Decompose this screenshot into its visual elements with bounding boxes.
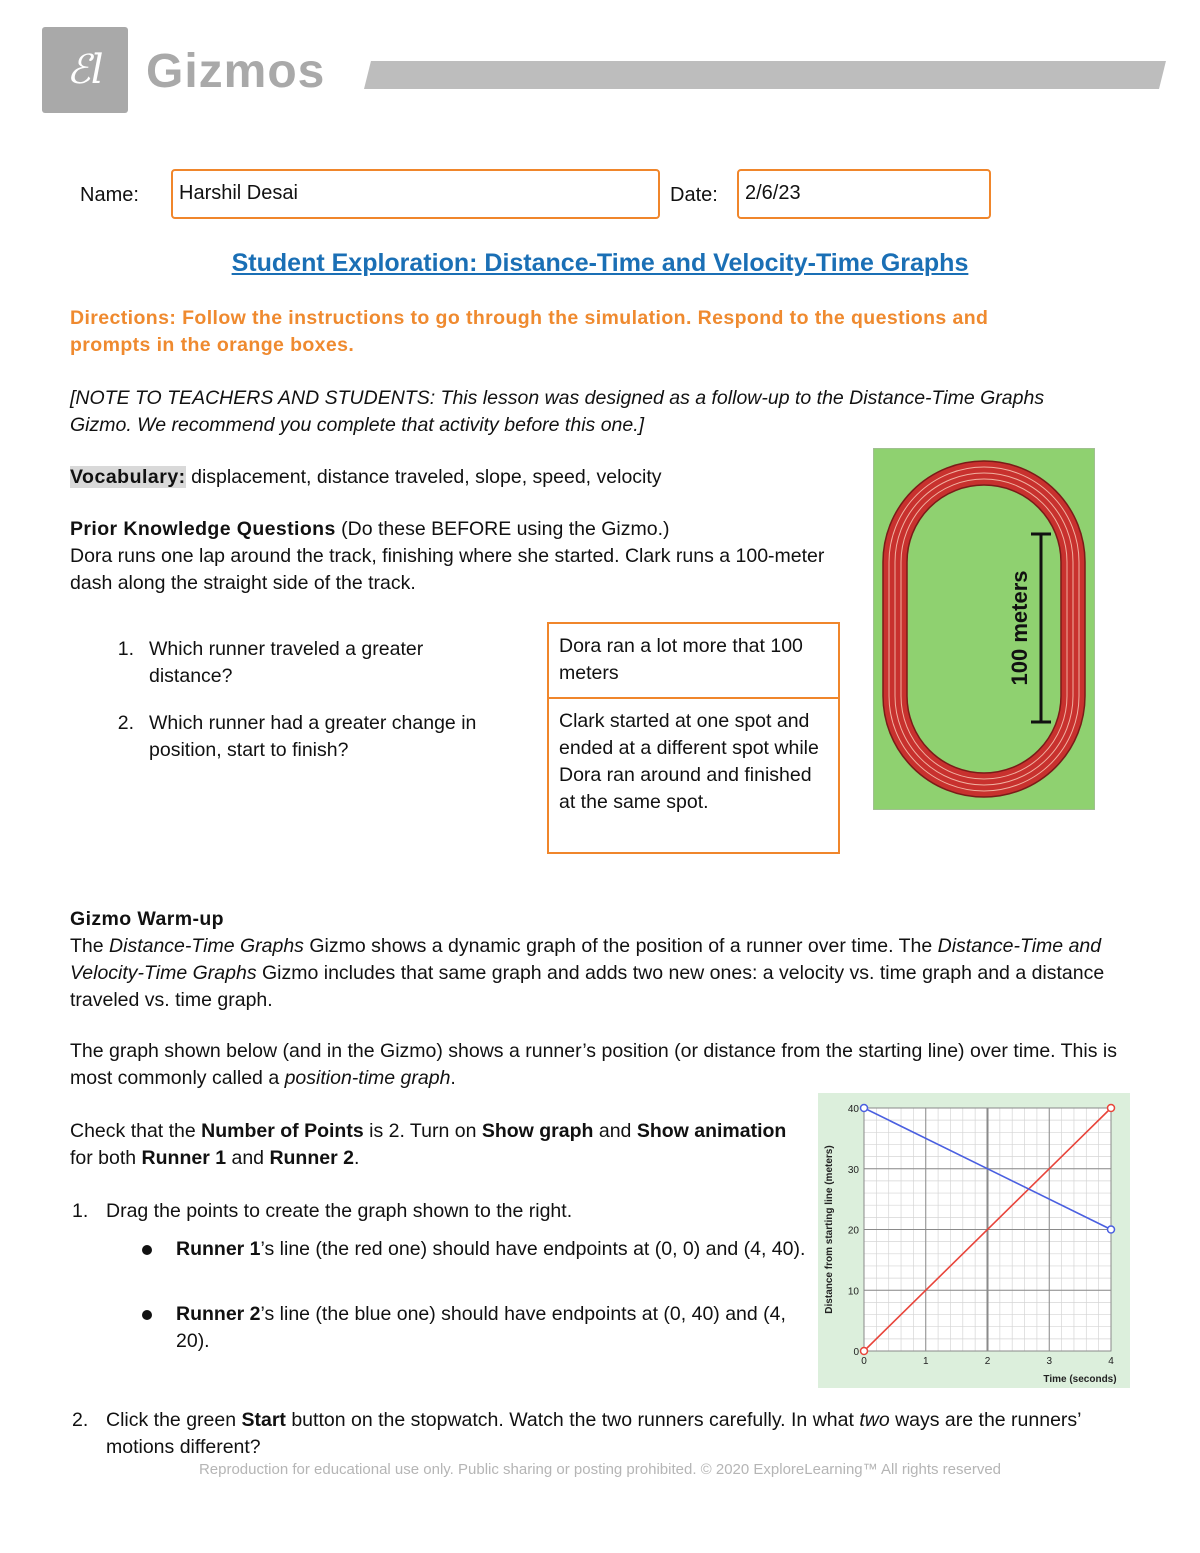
infield (907, 485, 1061, 773)
x-tick-label: 4 (1108, 1356, 1114, 1367)
bullet-dot (142, 1310, 152, 1320)
warmup-text: The (70, 935, 110, 957)
prior-text: Dora runs one lap around the track, finishing where she started. Clark runs a 100-meter dash along the straight side of the track. (70, 545, 825, 594)
warmup-text: Distance-Time Graphs (109, 935, 304, 957)
date-field[interactable]: 2/6/23 (737, 169, 991, 219)
y-tick-label: 30 (847, 1164, 859, 1176)
setup-text: Runner 1 (141, 1147, 227, 1169)
question-number: 1. (117, 638, 134, 660)
y-tick-label: 40 (847, 1104, 859, 1115)
setup-text: is 2. Turn on (363, 1120, 482, 1142)
graph-description-text: The graph shown below (and in the Gizmo) shows a runner’s position (or distance from the starting line) over time. This is most commonly called a (70, 1040, 1117, 1089)
footer-copyright: Reproduction for educational use only. Public sharing or posting prohibited. © 2020 ExploreLearning™ All rights reserved (198, 1461, 1002, 1478)
setup-text: Check that the (70, 1120, 202, 1142)
warmup-heading: Gizmo Warm-up (70, 908, 224, 930)
page-title: Student Exploration: Distance-Time and Velocity-Time Graphs (231, 249, 969, 277)
graph-description-text: position-time graph (284, 1067, 451, 1089)
position-time-chart (818, 1093, 1130, 1388)
date-label: Date: (670, 184, 718, 206)
name-label: Name: (80, 184, 139, 206)
x-tick-label: 0 (861, 1356, 867, 1367)
setup-text: Show animation (636, 1120, 787, 1142)
vocabulary (70, 464, 662, 491)
directions: Directions: Follow the instructions to go through the simulation. Respond to the questions and prompts in the orange boxes. (70, 307, 989, 356)
setup-text: Number of Points (201, 1120, 364, 1142)
x-axis-label: Time (seconds) (1043, 1374, 1117, 1385)
runner-1-label: Runner 1 (176, 1238, 261, 1260)
setup-text: and (593, 1120, 637, 1142)
warmup-text: Distance-Time and Velocity-Time Graphs (70, 935, 1102, 984)
vocabulary-label: Vocabulary: (70, 466, 186, 488)
track-distance-label: 100 meters (1007, 570, 1032, 686)
answer-box[interactable]: Clark started at one spot and ended at a different spot while Dora ran around and finished at the same spot. (547, 697, 840, 854)
runner-2-point (1108, 1226, 1115, 1233)
y-tick-label: 0 (853, 1347, 859, 1358)
x-tick-label: 1 (922, 1356, 929, 1367)
setup-text: for both (70, 1147, 142, 1169)
prior-knowledge (70, 516, 850, 597)
bullet-runner-2 (176, 1301, 796, 1355)
graph-description (70, 1038, 1130, 1092)
bullet-dot (142, 1245, 152, 1255)
setup-text: . (353, 1147, 360, 1169)
step-2-text (106, 1407, 1126, 1461)
step-2-part: Start (241, 1409, 286, 1431)
step-2-part: Click the green (106, 1409, 242, 1431)
prior-heading-note: (Do these BEFORE using the Gizmo.) (335, 518, 670, 540)
warmup-text: Gizmo includes that same graph and adds two new ones: a velocity vs. time graph and a distance traveled vs. time graph. (70, 962, 1105, 1011)
setup-instructions (70, 1118, 790, 1172)
question-text: Which runner traveled a greater distance? (149, 638, 424, 687)
step-number: 2. (72, 1409, 89, 1431)
runner-2-point (861, 1105, 868, 1112)
x-tick-label: 2 (984, 1356, 991, 1367)
x-tick-label: 3 (1046, 1356, 1053, 1367)
explorelearning-logo: ℰl (42, 27, 128, 113)
bullet-runner-1 (176, 1236, 806, 1263)
setup-text: and (226, 1147, 270, 1169)
step-2-part: button on the stopwatch. Watch the two runners carefully. In what (285, 1409, 860, 1431)
setup-text: Show graph (481, 1120, 594, 1142)
step-text: Drag the points to create the graph shown to the right. (106, 1200, 573, 1222)
step-2-part: ways are the runners’ motions different? (106, 1409, 1081, 1458)
runner-1-point (1108, 1105, 1115, 1112)
gizmos-brand: Gizmos (146, 45, 326, 98)
y-tick-label: 10 (847, 1286, 859, 1298)
y-axis-label: Distance from starting line (meters) (824, 1145, 835, 1314)
runner-1-text: ’s line (the red one) should have endpoints at (0, 0) and (4, 40). (260, 1238, 806, 1260)
answer-box[interactable]: Dora ran a lot more that 100 meters (547, 622, 840, 699)
name-field[interactable]: Harshil Desai (171, 169, 660, 219)
step-number: 1. (72, 1200, 89, 1222)
vocabulary-terms: displacement, distance traveled, slope, speed, velocity (185, 466, 662, 488)
graph-description-text: . (450, 1067, 456, 1089)
teacher-note: [NOTE TO TEACHERS AND STUDENTS: This lesson was designed as a follow-up to the Distance-Time Graphs Gizmo. We recommend you complete that activity before this one.] (70, 387, 1045, 436)
question-number: 2. (117, 712, 134, 734)
setup-text: Runner 2 (269, 1147, 354, 1169)
step-2-part: two (859, 1409, 890, 1431)
warmup-text: Gizmo shows a dynamic graph of the position of a runner over time. The (303, 935, 938, 957)
runner-2-label: Runner 2 (176, 1303, 261, 1325)
runner-1-point (861, 1348, 868, 1355)
y-tick-label: 20 (847, 1225, 859, 1237)
runner-2-text: ’s line (the blue one) should have endpoints at (0, 40) and (4, 20). (176, 1303, 786, 1352)
track-image (873, 448, 1095, 810)
prior-heading: Prior Knowledge Questions (70, 518, 336, 540)
header-bar (364, 61, 1166, 89)
question-text: Which runner had a greater change in position, start to finish? (149, 712, 477, 761)
warmup-section (70, 906, 1130, 1014)
